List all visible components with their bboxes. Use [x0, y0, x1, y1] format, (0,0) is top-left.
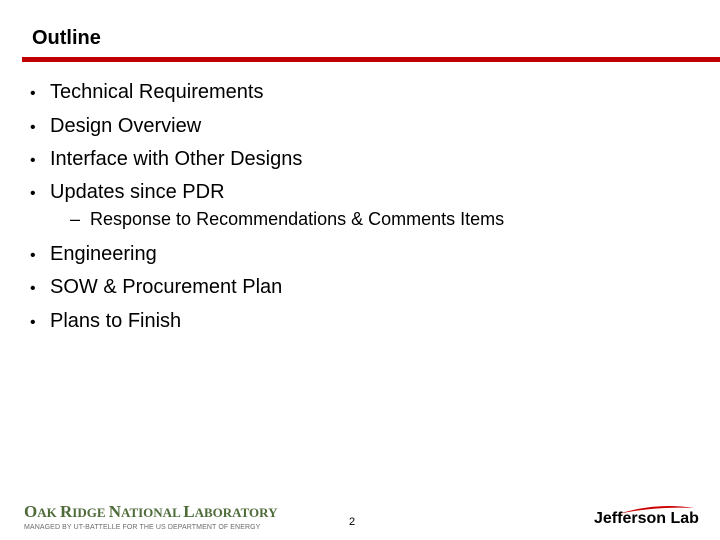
dash-icon: –	[70, 209, 81, 229]
bullet-item	[30, 275, 282, 301]
bullet-text: Interface with Other Designs	[50, 148, 303, 170]
ornl-name-part: IDGE	[72, 505, 109, 520]
ornl-name	[24, 503, 277, 522]
bullet-item	[30, 242, 157, 268]
bullet-item	[30, 309, 181, 335]
bullet-text: Design Overview	[50, 115, 202, 137]
bullet-item	[30, 80, 263, 106]
sub-bullet-item	[70, 208, 504, 230]
page-number: 2	[349, 516, 356, 528]
ornl-name-part: R	[59, 502, 73, 521]
ornl-name-part: N	[108, 502, 122, 521]
title-rule	[22, 57, 720, 62]
bullet-icon: •	[30, 314, 36, 331]
bullet-icon: •	[30, 119, 36, 136]
bullet-text: Plans to Finish	[50, 310, 182, 332]
bullet-icon: •	[30, 85, 36, 102]
bullet-icon: •	[30, 185, 36, 202]
bullet-item	[30, 147, 302, 173]
bullet-text: Technical Requirements	[50, 81, 264, 103]
ornl-name-part: O	[24, 502, 38, 521]
bullet-item	[30, 114, 201, 140]
bullet-item	[30, 180, 225, 206]
bullet-text: Updates since PDR	[50, 181, 225, 203]
ornl-name-part: ABORATORY	[194, 505, 278, 520]
sub-bullet-text: Response to Recommendations & Comments Items	[90, 209, 505, 229]
bullet-icon: •	[30, 152, 36, 169]
bullet-text: SOW & Procurement Plan	[50, 276, 283, 298]
ornl-name-part: ATIONAL	[121, 505, 184, 520]
bullet-icon: •	[30, 280, 36, 297]
jefferson-lab-logo-text: Jefferson Lab	[594, 510, 699, 527]
slide-title: Outline	[32, 27, 101, 49]
bullet-icon: •	[30, 247, 36, 264]
ornl-name-part: L	[183, 502, 195, 521]
ornl-logo	[24, 503, 277, 532]
bullet-text: Engineering	[50, 243, 157, 265]
ornl-name-part: AK	[37, 505, 60, 520]
ornl-tagline: MANAGED BY UT-BATTELLE FOR THE US DEPARTMENT OF ENERGY	[24, 524, 261, 531]
